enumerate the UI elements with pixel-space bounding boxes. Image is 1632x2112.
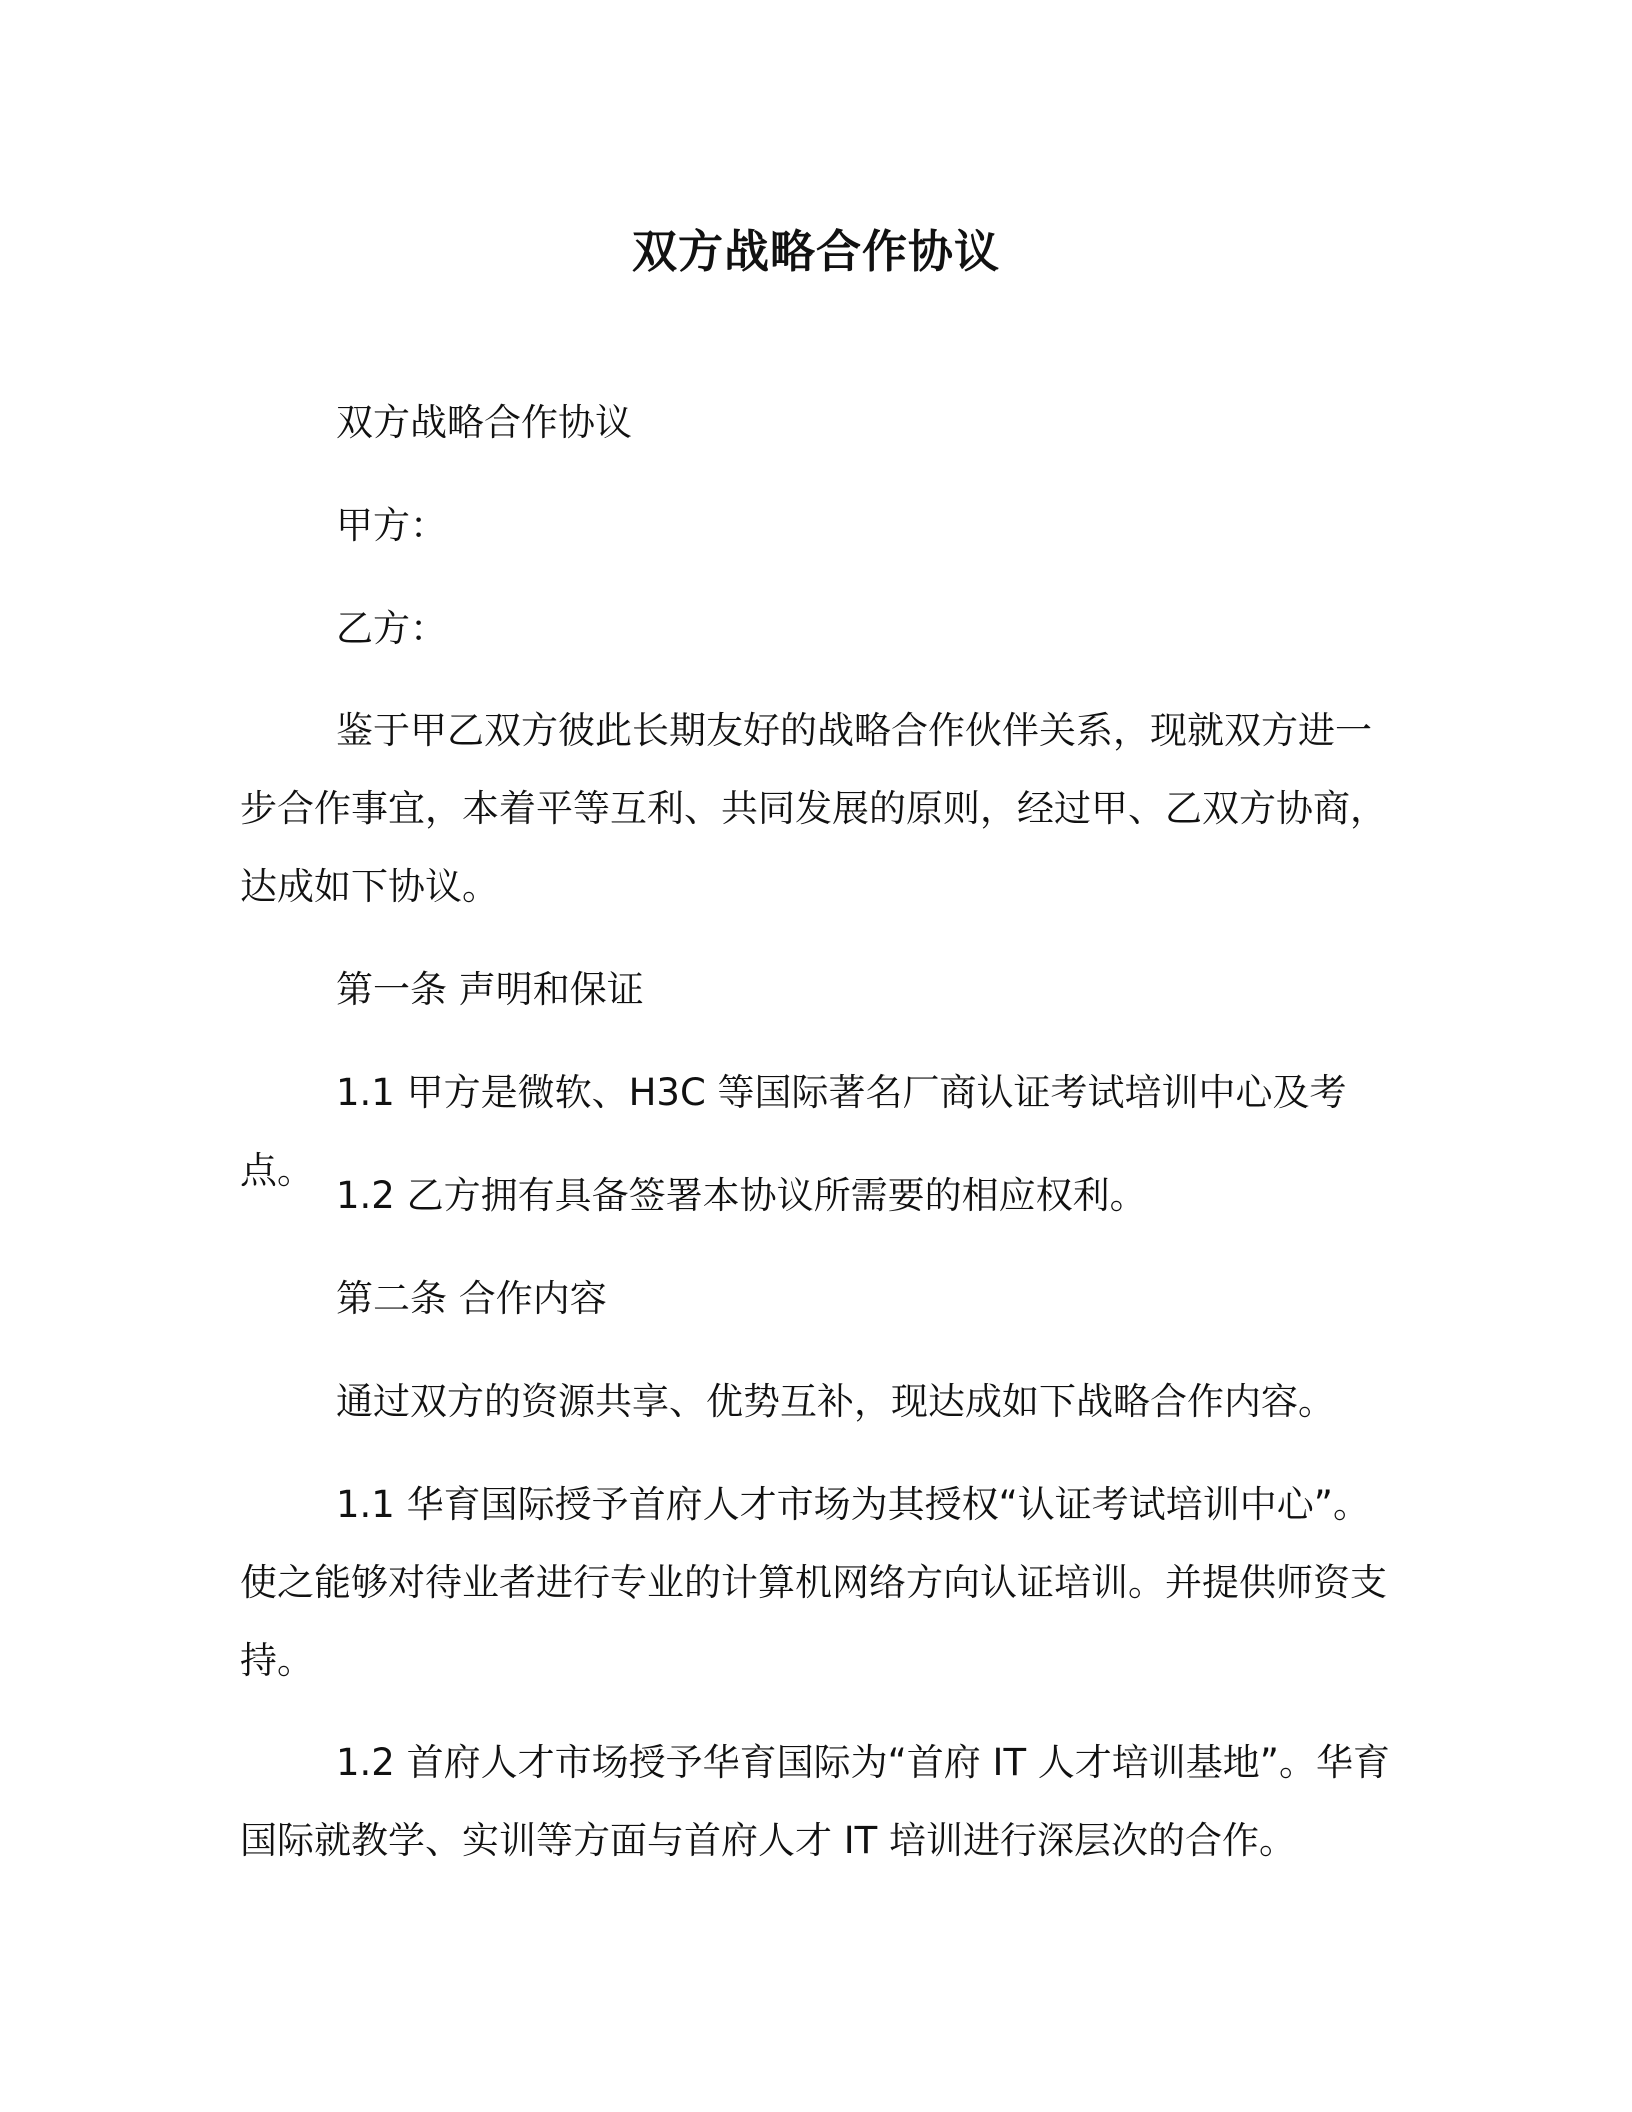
clause-2-1: 1.1 华育国际授予首府人才市场为其授权“认证考试培训中心”。使之能够对待业者进行专业的计算机网络方向认证培训。并提供师资支持。 <box>240 1483 1387 1682</box>
heading-article-1: 第一条 声明和保证 <box>336 968 644 1011</box>
paragraph-party-a: 甲方： <box>336 504 447 547</box>
clause-1-1: 1.1 甲方是微软、H3C 等国际著名厂商认证考试培训中心及考点。 <box>240 1071 1347 1192</box>
paragraph-subtitle: 双方战略合作协议 <box>336 401 632 444</box>
heading-article-2: 第二条 合作内容 <box>336 1277 607 1320</box>
paragraph-preamble: 鉴于甲乙双方彼此长期友好的战略合作伙伴关系，现就双方进一步合作事宜，本着平等互利、共同发展的原则，经过甲、乙双方协商，达成如下协议。 <box>240 709 1387 908</box>
paragraph-cooperation-intro: 通过双方的资源共享、优势互补，现达成如下战略合作内容。 <box>336 1380 1335 1423</box>
document-title: 双方战略合作协议 <box>631 225 1000 278</box>
clause-2-2: 1.2 首府人才市场授予华育国际为“首府 IT 人才培训基地”。华育国际就教学、实训等方面与首府人才 IT 培训进行深层次的合作。 <box>240 1741 1390 1862</box>
paragraph-party-b: 乙方： <box>336 607 447 650</box>
clause-1-2: 1.2 乙方拥有具备签署本协议所需要的相应权利。 <box>336 1174 1147 1217</box>
